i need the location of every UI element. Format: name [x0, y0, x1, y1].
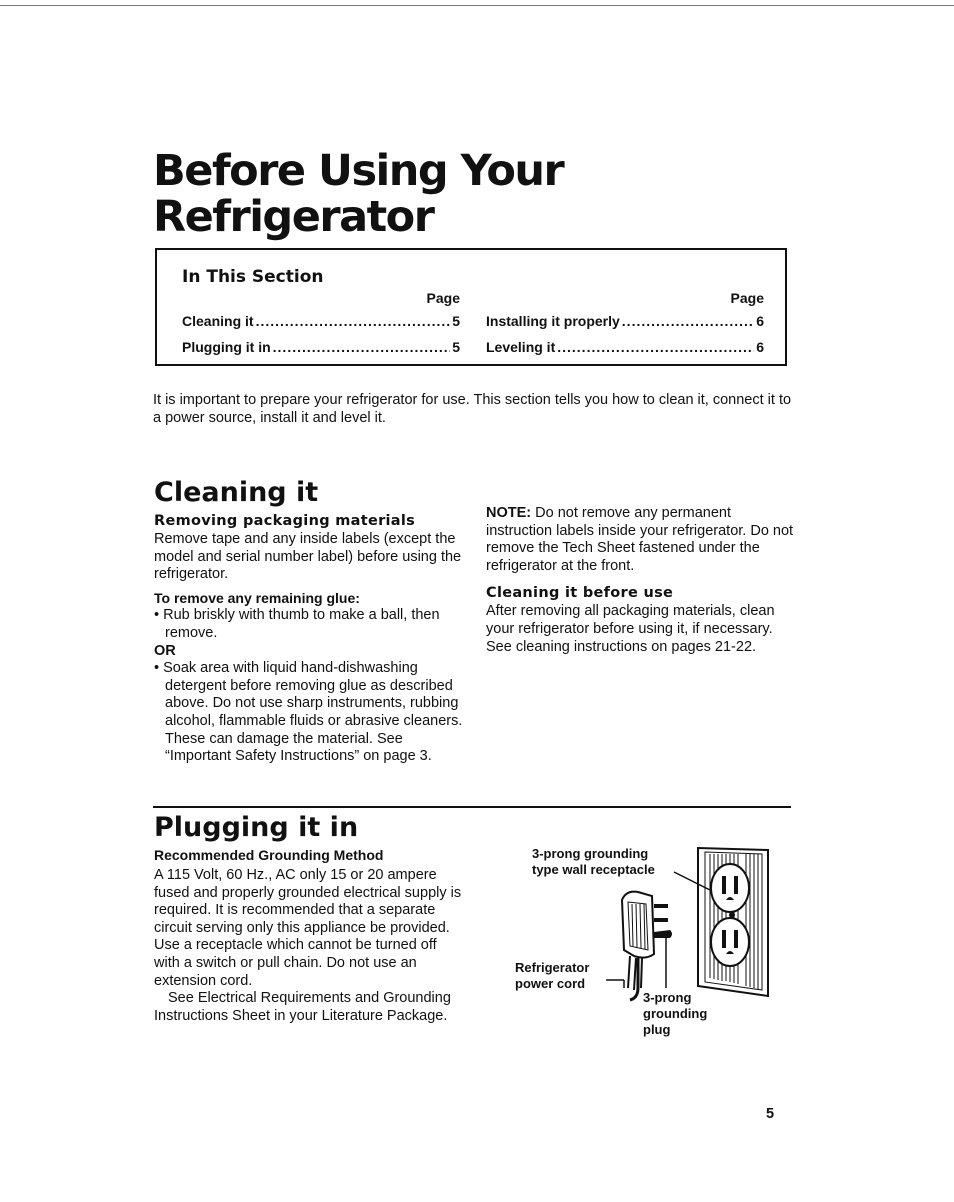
- toc-heading: In This Section: [182, 267, 324, 287]
- plug-label-line-2: grounding: [643, 1006, 708, 1021]
- toc-leader: [622, 308, 754, 334]
- toc-page-label: Page: [426, 290, 460, 306]
- toc-leader: [273, 334, 451, 360]
- wall-receptacle-icon: [698, 848, 768, 996]
- toc-column-left: [182, 288, 460, 360]
- in-this-section-box: [155, 248, 787, 366]
- glue-or: OR: [154, 642, 176, 659]
- toc-column-right: [486, 288, 764, 360]
- glue-bullet-soak: • Soak area with liquid hand-dishwashing detergent before removing glue as described above. Do not use sharp instruments, rubbing alcohol, flammable fluids or abrasive cleaners. These can damage the material. See “Important Safety Instructions” on page 3.: [154, 660, 463, 765]
- toc-entry-plugging-it-in[interactable]: [182, 334, 460, 360]
- toc-entry-label: Installing it properly: [486, 313, 620, 329]
- toc-entry-page: 5: [452, 313, 460, 329]
- note-paragraph: [486, 505, 796, 575]
- toc-leader: [256, 308, 451, 334]
- removing-packaging-heading: Removing packaging materials: [154, 513, 416, 529]
- cleaning-before-use-heading: Cleaning it before use: [486, 585, 674, 602]
- toc-entry-installing-it-properly[interactable]: [486, 308, 764, 334]
- cleaning-heading: Cleaning it: [154, 477, 319, 508]
- toc-entry-page: 6: [756, 313, 764, 329]
- plug-label-line-1: 3-prong: [643, 990, 692, 1005]
- top-rule: [0, 5, 954, 6]
- toc-leader: [557, 334, 754, 360]
- grounding-illustration: [510, 838, 790, 1048]
- glue-bullet-rub: • Rub briskly with thumb to make a ball, then remove.: [154, 607, 440, 641]
- cleaning-before-use-text: After removing all packaging materials, clean your refrigerator before using it, if necessary. See cleaning instructions on pages 21-22.: [486, 603, 775, 655]
- receptacle-label-line-2: type wall receptacle: [532, 862, 655, 877]
- toc-entry-page: 6: [756, 339, 764, 355]
- receptacle-label-line-1: 3-prong grounding: [532, 846, 649, 861]
- note-label: NOTE:: [486, 505, 532, 521]
- toc-entry-page: 5: [452, 339, 460, 355]
- section-divider: [153, 806, 791, 808]
- grounding-method-heading: Recommended Grounding Method: [154, 847, 384, 863]
- page-title-line-1: Before Using Your: [153, 146, 564, 196]
- power-cord-label-line-1: Refrigerator: [515, 960, 590, 975]
- toc-entry-label: Leveling it: [486, 339, 556, 355]
- toc-entry-leveling-it[interactable]: [486, 334, 764, 360]
- page-number: 5: [766, 1106, 775, 1122]
- cleaning-right-column: [486, 505, 796, 656]
- glue-heading: To remove any remaining glue:: [154, 589, 360, 606]
- page-title-line-2: Refrigerator: [153, 192, 434, 242]
- grounding-requirements-text: A 115 Volt, 60 Hz., AC only 15 or 20 ampere fused and properly grounded electrical supply is required. It is recommended that a separate circuit serving only this appliance be provided. Use a receptacle which cannot be turned off with a switch or pull chain. Do not use an extension cord.: [154, 867, 462, 989]
- cleaning-left-column: [154, 511, 464, 766]
- toc-entry-label: Plugging it in: [182, 339, 271, 355]
- toc-entry-cleaning-it[interactable]: [182, 308, 460, 334]
- plug-label-line-3: plug: [643, 1022, 671, 1037]
- note-text: Do not remove any permanent instruction labels inside your refrigerator. Do not remove the Tech Sheet fastened under the refrigerator at the front.: [486, 505, 794, 574]
- removing-packaging-text: Remove tape and any inside labels (except the model and serial number label) before using the refrigerator.: [154, 531, 462, 583]
- intro-paragraph: It is important to prepare your refrigerator for use. This section tells you how to clean it, connect it to a power source, install it and level it.: [153, 392, 792, 426]
- toc-entry-label: Cleaning it: [182, 313, 254, 329]
- grounding-plug-icon: [622, 892, 672, 990]
- page-title: [153, 148, 563, 240]
- plugging-heading: Plugging it in: [154, 812, 359, 843]
- grounding-see-text: See Electrical Requirements and Grounding Instructions Sheet in your Literature Package.: [154, 990, 451, 1024]
- power-cord-label-line-2: power cord: [515, 976, 586, 991]
- toc-page-label: Page: [730, 290, 764, 306]
- plug-receptacle-drawing: [510, 838, 790, 1048]
- plugging-text-column: [154, 846, 466, 1025]
